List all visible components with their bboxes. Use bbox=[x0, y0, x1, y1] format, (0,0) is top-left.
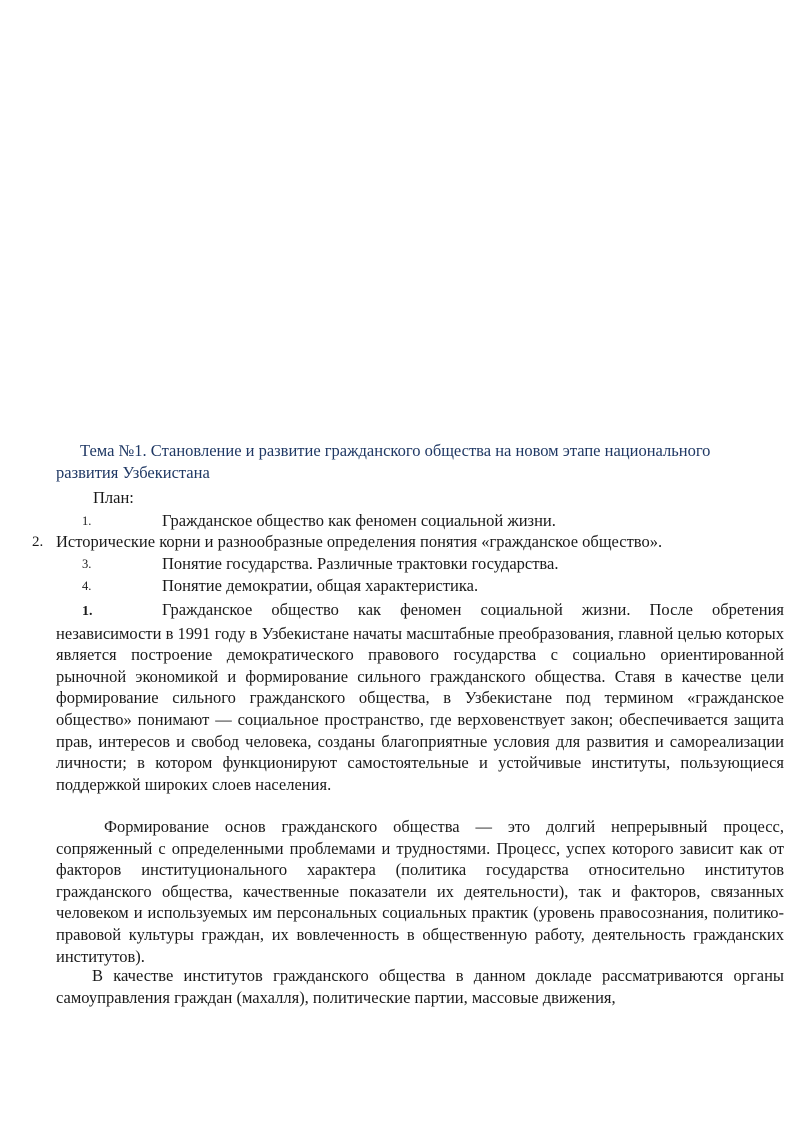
paragraph-text: Гражданское общество как феномен социальной жизни. После обретения независимости в 1991 году в Узбекистане начаты масштабные преобразования, главной целью которых является построение демократического правового государства с социально ориентированной рыночной экономикой и формирование сильного гражданского общества. Ставя в качестве цели формирование сильного гражданского общества, в Узбекистане под термином «гражданское общество» понимают — социальное пространство, где верховенствует закон; обеспечивается защита прав, интересов и свобод человека, созданы благоприятные условия для развития и самореализации личности; в котором функционируют самостоятельные и устойчивые институты, пользующиеся поддержкой широких слоев населения. bbox=[56, 600, 784, 794]
plan-item-number: 3. bbox=[82, 557, 92, 571]
plan-item-number: 1. bbox=[82, 514, 92, 528]
plan-item-number: 2. bbox=[32, 534, 44, 550]
body-paragraph-2: Формирование основ гражданского общества — это долгий непрерывный процесс, сопряженный с определенными проблемами и трудностями. Процесс, успех которого зависит как от факторов институционального характера (политика государства относительно институтов гражданского общества, качественные показатели их деятельности), так и факторов, связанных человеком и используемых им персональных социальных практик (уровень правосознания, политико-правовой культуры граждан, их вовлеченность в общественную работу, деятельность гражданских институтов). bbox=[56, 817, 784, 966]
plan-item-text: Понятие государства. Различные трактовки государства. bbox=[162, 554, 559, 573]
plan-item-number: 4. bbox=[82, 579, 92, 593]
plan-item-text: Исторические корни и разнообразные определения понятия «гражданское общество». bbox=[56, 532, 663, 551]
plan-item-text: Понятие демократии, общая характеристика. bbox=[162, 576, 479, 595]
body-paragraph-3: В качестве институтов гражданского общества в данном докладе рассматриваются органы самоуправления граждан (махалля), политические партии, массовые движения, bbox=[56, 966, 784, 1007]
plan-item-text: Гражданское общество как феномен социальной жизни. bbox=[162, 511, 556, 530]
plan-label: План: bbox=[93, 488, 134, 507]
section-number: 1. bbox=[82, 604, 93, 619]
document-title: Тема №1. Становление и развитие гражданского общества на новом этапе национального развития Узбекистана bbox=[56, 441, 711, 482]
body-paragraph-1 bbox=[56, 599, 784, 795]
